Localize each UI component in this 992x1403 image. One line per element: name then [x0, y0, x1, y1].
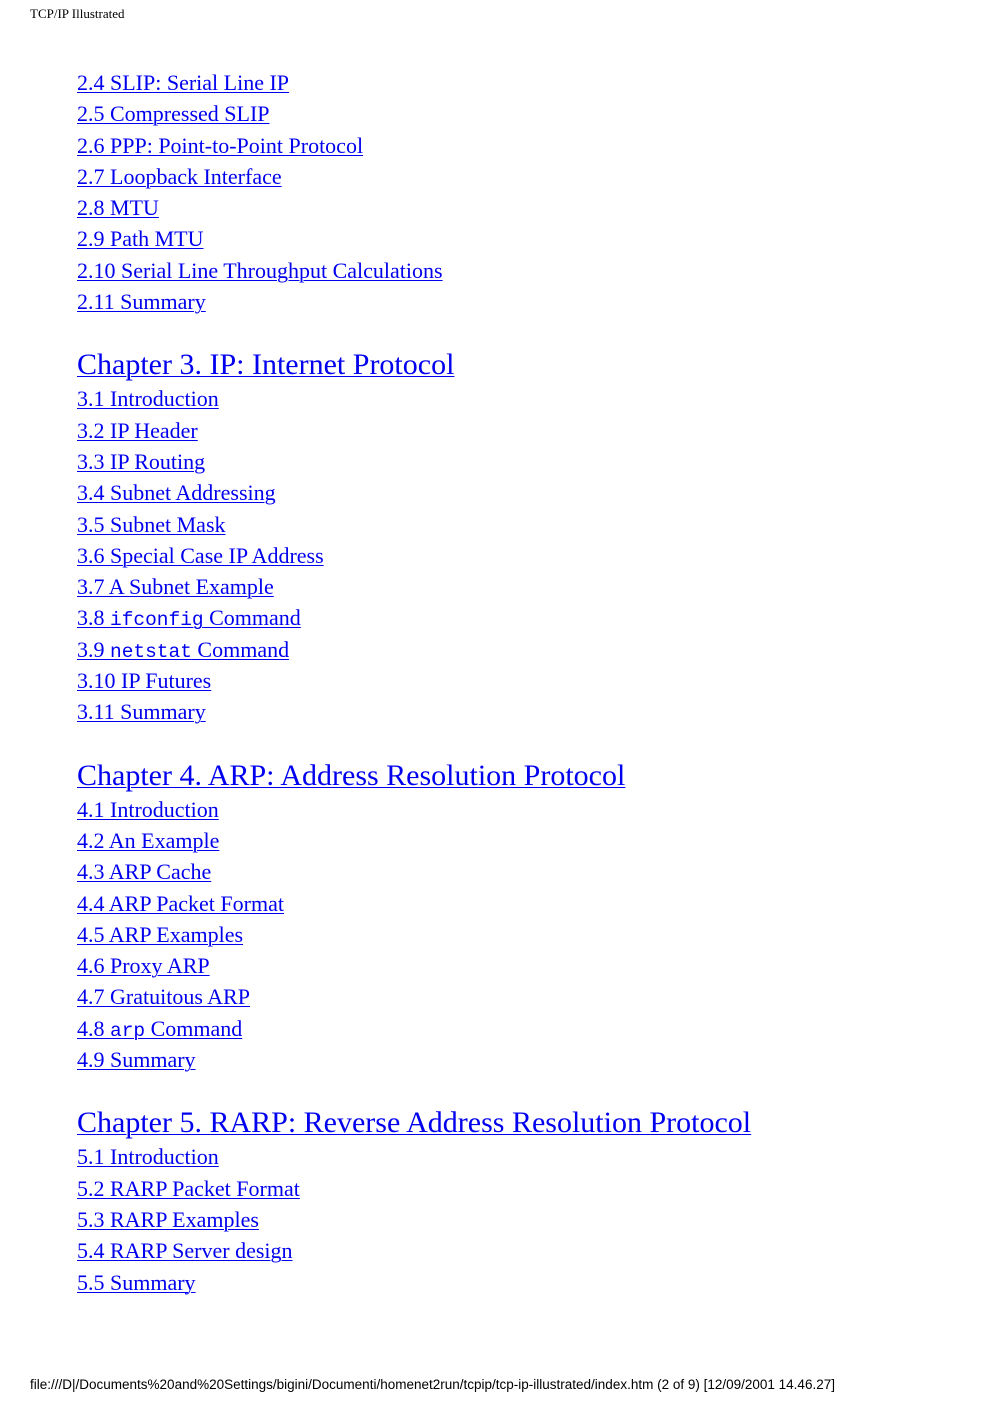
- toc-link-prefix: 3.8: [77, 605, 110, 631]
- chapter-5-section-list: [77, 1141, 957, 1297]
- toc-link-2-10[interactable]: 2.10 Serial Line Throughput Calculations: [77, 257, 443, 283]
- toc-link-2-6[interactable]: 2.6 PPP: Point-to-Point Protocol: [77, 132, 364, 158]
- chapter-3-section-list: [77, 383, 957, 727]
- toc-link-code-netstat: netstat: [110, 640, 192, 663]
- toc-link-4-4[interactable]: 4.4 ARP Packet Format: [77, 890, 284, 916]
- table-of-contents: [77, 67, 957, 1298]
- chapter-2-section-list: [77, 67, 957, 317]
- toc-link-3-8[interactable]: [77, 602, 957, 633]
- toc-link-4-8[interactable]: [77, 1013, 957, 1044]
- toc-link-suffix: Command: [145, 1015, 243, 1041]
- toc-link-code-arp: arp: [110, 1019, 146, 1042]
- toc-link-5-3[interactable]: 5.3 RARP Examples: [77, 1206, 259, 1232]
- toc-link-2-9[interactable]: 2.9 Path MTU: [77, 226, 204, 252]
- page-footer-url: file:///D|/Documents%20and%20Settings/bigini/Documenti/homenet2run/tcpip/tcp-ip-illustrated/index.htm (2 of 9) [12/09/2001 14.46.27]: [30, 1377, 835, 1392]
- toc-link-3-6[interactable]: 3.6 Special Case IP Address: [77, 542, 324, 568]
- toc-link-prefix: 4.8: [77, 1015, 110, 1041]
- toc-link-3-5[interactable]: 3.5 Subnet Mask: [77, 511, 226, 537]
- toc-link-2-5[interactable]: 2.5 Compressed SLIP: [77, 101, 270, 127]
- toc-link-4-5[interactable]: 4.5 ARP Examples: [77, 921, 244, 947]
- toc-link-suffix: Command: [203, 605, 301, 631]
- toc-link-4-3[interactable]: 4.3 ARP Cache: [77, 859, 212, 885]
- toc-link-3-4[interactable]: 3.4 Subnet Addressing: [77, 480, 276, 506]
- toc-link-3-3[interactable]: 3.3 IP Routing: [77, 448, 206, 474]
- toc-link-4-6[interactable]: 4.6 Proxy ARP: [77, 953, 210, 979]
- toc-link-3-2[interactable]: 3.2 IP Header: [77, 417, 198, 443]
- toc-link-4-1[interactable]: 4.1 Introduction: [77, 796, 219, 822]
- toc-link-suffix: Command: [191, 636, 290, 662]
- toc-link-2-8[interactable]: 2.8 MTU: [77, 195, 159, 221]
- toc-link-5-2[interactable]: 5.2 RARP Packet Format: [77, 1175, 300, 1201]
- toc-link-3-7[interactable]: 3.7 A Subnet Example: [77, 574, 274, 600]
- toc-link-4-9[interactable]: 4.9 Summary: [77, 1047, 196, 1073]
- toc-link-4-7[interactable]: 4.7 Gratuitous ARP: [77, 984, 250, 1010]
- toc-link-2-7[interactable]: 2.7 Loopback Interface: [77, 163, 282, 189]
- chapter-3-heading-link[interactable]: Chapter 3. IP: Internet Protocol: [77, 348, 455, 382]
- toc-link-3-1[interactable]: 3.1 Introduction: [77, 386, 219, 412]
- chapter-5-heading-link[interactable]: Chapter 5. RARP: Reverse Address Resolution Protocol: [77, 1106, 752, 1140]
- toc-link-prefix: 3.9: [77, 636, 110, 662]
- toc-link-3-9[interactable]: [77, 634, 957, 665]
- toc-link-5-1[interactable]: 5.1 Introduction: [77, 1144, 219, 1170]
- toc-link-4-2[interactable]: 4.2 An Example: [77, 827, 220, 853]
- page-header-title: TCP/IP Illustrated: [30, 6, 125, 21]
- toc-link-5-4[interactable]: 5.4 RARP Server design: [77, 1238, 293, 1264]
- toc-link-2-11[interactable]: 2.11 Summary: [77, 289, 206, 315]
- toc-link-code-ifconfig: ifconfig: [110, 609, 204, 632]
- chapter-4-section-list: [77, 794, 957, 1076]
- toc-link-3-11[interactable]: 3.11 Summary: [77, 699, 206, 725]
- toc-link-3-10[interactable]: 3.10 IP Futures: [77, 668, 212, 694]
- toc-link-5-5[interactable]: 5.5 Summary: [77, 1269, 196, 1295]
- chapter-4-heading-link[interactable]: Chapter 4. ARP: Address Resolution Protocol: [77, 758, 626, 792]
- toc-link-2-4[interactable]: 2.4 SLIP: Serial Line IP: [77, 70, 290, 95]
